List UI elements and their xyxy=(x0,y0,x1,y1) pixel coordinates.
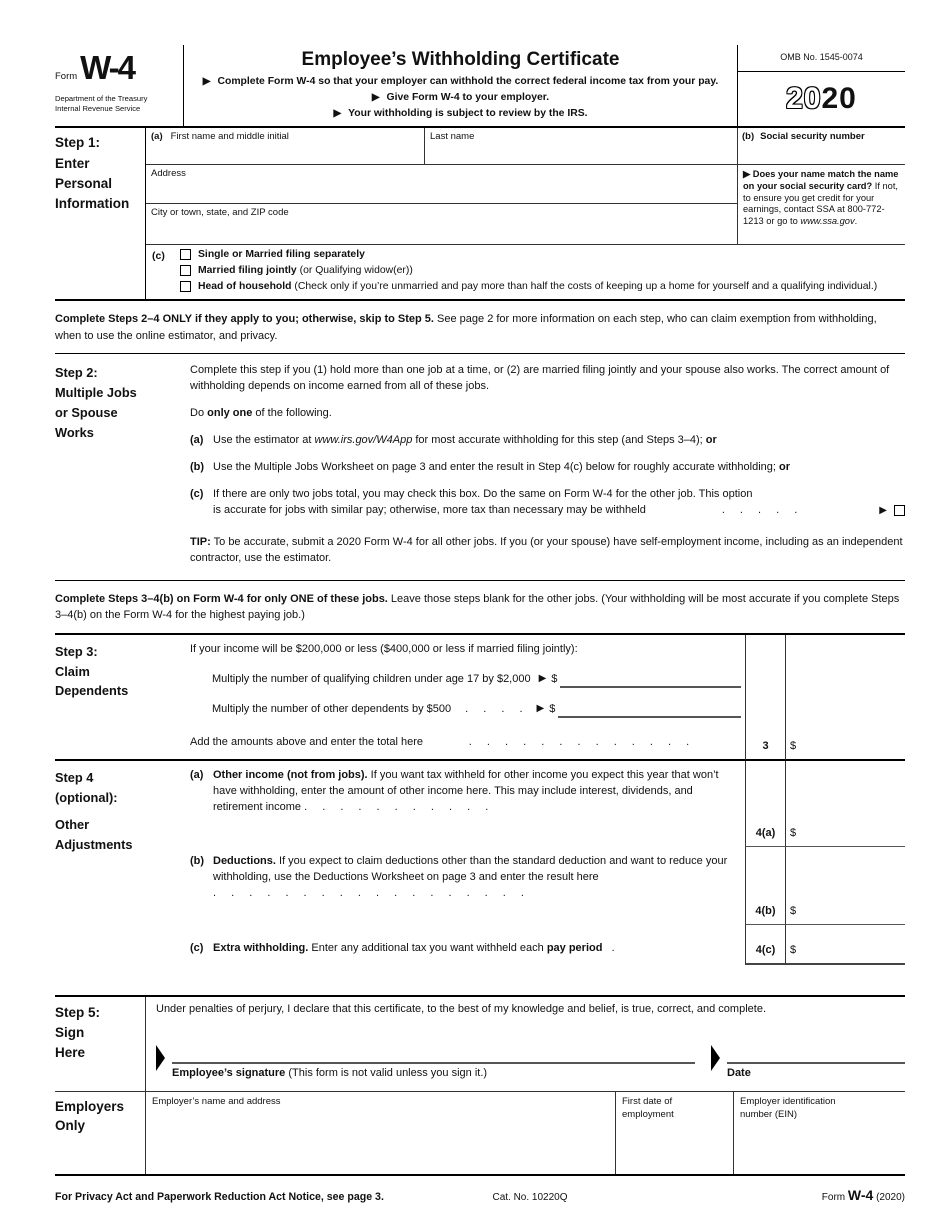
date-arrow-icon xyxy=(711,1045,720,1071)
form-id-block xyxy=(55,45,183,126)
ssn-label: Social security number xyxy=(760,131,865,143)
filing-status-group: (c) Single or Married filing separately Married filing jointly (or Qualifying widow(er)) Head of household (Check only if you’re unmarried and pay more than half the costs of keeping up a home for yourself and a qualifying individual.) xyxy=(152,249,878,293)
step2-paragraph-1: Complete this step if you (1) hold more than one job at a time, or (2) are married filing jointly and your spouse also works. The correct amount of withholding depends on income earned from all of these jobs. xyxy=(190,364,890,393)
step5-label: Step 5: Sign Here xyxy=(55,1004,101,1061)
leader-dots: . xyxy=(611,941,621,954)
arrow-right-icon: ▶ xyxy=(538,673,547,685)
employee-signature-field[interactable] xyxy=(172,1054,695,1064)
header-bullet-1: ▶ Complete Form W-4 so that your employer can withhold the correct federal income tax from your pay. xyxy=(202,76,719,87)
employers-only-label: Employers Only xyxy=(55,1098,125,1134)
privacy-notice: For Privacy Act and Paperwork Reduction Act Notice, see page 3. xyxy=(55,1190,384,1203)
signature-arrow-icon xyxy=(156,1045,165,1071)
leader-dots: . . . . xyxy=(465,702,529,715)
step3-total-line: Add the amounts above and enter the total here . . . . . . . . . . . . . xyxy=(190,735,741,753)
line-4b-amount-field[interactable]: $ xyxy=(785,847,905,925)
omb-number: OMB No. 1545-0074 xyxy=(738,45,905,72)
form-header xyxy=(55,45,905,128)
step2-item-c: (c) If there are only two jobs total, you may check this box. Do the same on Form W-4 for the other job. This option is accurate for jobs with similar pay; otherwise, more tax than necessary may be withheld . . . . . ▶ xyxy=(190,487,905,519)
perjury-declaration: Under penalties of perjury, I declare that this certificate, to the best of my knowledge and belief, is true, correct, and complete. xyxy=(156,1002,767,1015)
form-footer-id: Form W-4 (2020) xyxy=(821,1186,905,1203)
step3-label: Step 3: Claim Dependents xyxy=(55,635,190,761)
step2-tip: TIP: To be accurate, submit a 2020 Form W-4 for all other jobs. If you (or your spouse) have self-employment income, including as an independent contractor, use the estimator. xyxy=(190,535,903,564)
steps-2-4-instructions: Complete Steps 2–4 ONLY if they apply to you; otherwise, skip to Step 5. See page 2 for more information on each step, who can claim exemption from withholding, when to use the online estimator, and privacy. xyxy=(55,313,877,342)
step2-item-b: (b) Use the Multiple Jobs Worksheet on page 3 and enter the result in Step 4(c) below for roughly accurate withholding; or xyxy=(190,461,791,474)
step4-label: Step 4 (optional): Other Adjustments xyxy=(55,769,133,853)
head-of-household-label: Head of household (Check only if you’re unmarried and pay more than half the costs of keeping up a home for yourself and a qualifying individual.) xyxy=(198,281,878,293)
form-footer xyxy=(55,1187,905,1203)
step3-children-line: Multiply the number of qualifying children under age 17 by $2,000 ▶ $ xyxy=(212,672,741,688)
date-caption: Date xyxy=(727,1066,751,1079)
line-4b-number: 4(b) xyxy=(745,847,785,925)
step5-section xyxy=(55,995,905,1091)
step1-label: Step 1: Enter Personal Information xyxy=(55,135,130,212)
married-jointly-checkbox[interactable] xyxy=(180,265,191,276)
head-of-household-checkbox[interactable] xyxy=(180,281,191,292)
leader-dots: . . . . . . . . . . . . . xyxy=(468,735,696,748)
city-label: City or town, state, and ZIP code xyxy=(151,207,289,219)
service-line: Internal Revenue Service xyxy=(55,103,141,113)
ein-field[interactable]: Employer identification number (EIN) xyxy=(733,1092,905,1174)
header-bullet-2: ▶ Give Form W-4 to your employer. xyxy=(371,92,550,104)
omb-year-block xyxy=(737,45,905,126)
step2-label: Step 2: Multiple Jobs or Spouse Works xyxy=(55,365,137,440)
signature-caption: Employee’s signature (This form is not valid unless you sign it.) xyxy=(172,1066,488,1079)
arrow-right-icon: ▶ xyxy=(879,504,887,516)
employers-only-section xyxy=(55,1091,905,1176)
steps-3-4-table xyxy=(55,633,905,965)
step1-section xyxy=(55,128,905,301)
leader-dots: . . . . . . . . . . . xyxy=(304,800,495,813)
address-field[interactable] xyxy=(146,165,737,204)
step4b-body: (b) Deductions. If you expect to claim deductions other than the standard deduction and want to reduce your withholding, use the Deductions Worksheet on page 3 and enter the result here . . . . . . . . . . . . . . . . . . xyxy=(190,854,728,899)
filing-status-married-row xyxy=(180,265,877,276)
arrow-right-icon: ▶ xyxy=(202,76,211,87)
form-title: Employee’s Withholding Certificate xyxy=(301,49,620,70)
arrow-right-icon: ▶ xyxy=(371,92,380,104)
steps-3-4b-instructions: Complete Steps 3–4(b) on Form W-4 for only ONE of these jobs. Leave those steps blank for the other jobs. (Your withholding will be most accurate if you complete Steps 3–4(b) on the Form W-4 for the highest paying job.) xyxy=(55,580,905,633)
city-state-zip-field[interactable] xyxy=(146,204,737,244)
children-amount-field[interactable] xyxy=(560,675,741,688)
ssn-advisory-note: ▶ Does your name match the name on your social security card? If not, to ensure you get credit for your earnings, contact SSA at 800-772-1213 or go to www.ssa.gov. xyxy=(743,169,899,226)
estimator-url: www.irs.gov/W4App xyxy=(314,434,413,447)
two-jobs-checkbox[interactable] xyxy=(894,505,905,516)
ssn-field[interactable]: (b) Social security number xyxy=(738,128,905,165)
date-field[interactable] xyxy=(727,1054,905,1064)
catalog-number: Cat. No. 10220Q xyxy=(492,1191,568,1203)
tax-year: 20 20 xyxy=(786,82,857,116)
employer-name-address-field[interactable] xyxy=(145,1092,615,1174)
first-name-label: First name and middle initial xyxy=(170,131,289,143)
married-jointly-label: Married filing jointly (or Qualifying widow(er)) xyxy=(198,265,413,277)
step4a-body: (a) Other income (not from jobs). If you want tax withheld for other income you expect this year that won’t have withholding, enter the amount of other income here. This may include interest, dividends, and retirement income . . . . . . . . . . . xyxy=(190,768,719,813)
employer-name-label: Employer’s name and address xyxy=(152,1095,281,1107)
line-4a-number: 4(a) xyxy=(745,761,785,847)
line-4c-amount-field[interactable]: $ xyxy=(785,925,905,965)
single-label: Single or Married filing separately xyxy=(198,249,365,261)
leader-dots: . . . . . . . . . . . . . . . . . . xyxy=(213,886,530,899)
last-name-field[interactable] xyxy=(425,128,737,164)
header-bullet-3: ▶ Your withholding is subject to review by the IRS. xyxy=(333,108,588,120)
first-name-field[interactable]: (a) First name and middle initial xyxy=(146,128,425,164)
form-title-block xyxy=(183,45,737,126)
single-checkbox[interactable] xyxy=(180,249,191,260)
last-name-label: Last name xyxy=(430,131,475,143)
step2-section xyxy=(55,353,905,579)
arrow-right-icon: ▶ xyxy=(333,108,342,120)
line-4c-number: 4(c) xyxy=(745,925,785,965)
step3-dependents-line: Multiply the number of other dependents by $500 . . . . ▶ $ xyxy=(212,702,741,718)
line-3-amount-field[interactable]: $ xyxy=(785,635,905,761)
dependents-amount-field[interactable] xyxy=(558,705,741,718)
form-word: Form xyxy=(55,71,78,82)
leader-dots: . . . . . xyxy=(721,504,804,516)
step4c-body: (c) Extra withholding. Enter any additional tax you want withheld each pay period . xyxy=(190,941,621,954)
arrow-right-icon: ▶ xyxy=(536,703,545,715)
department-line: Department of the Treasury xyxy=(55,94,148,103)
form-number: W-4 xyxy=(80,49,135,86)
address-label: Address xyxy=(151,168,186,180)
filing-status-single-row xyxy=(180,249,877,260)
ssa-url: www.ssa.gov xyxy=(800,215,855,226)
step2-item-a: (a) Use the estimator at www.irs.gov/W4App for most accurate withholding for this step (and Steps 3–4); or xyxy=(190,434,717,447)
step3-body: If your income will be $200,000 or less ($400,000 or less if married filing jointly): Multiply the number of qualifying children under age 17 by $2,000 ▶ $ Multiply the number of other dependents by $500 . . . . ▶ $ Add the amounts above and enter the total here . . . . . . . . . . . . . xyxy=(190,635,745,761)
line-3-number: 3 xyxy=(745,635,785,761)
step2-paragraph-2: Do only one of the following. xyxy=(190,407,332,420)
first-employment-date-field[interactable]: First date of employment xyxy=(615,1092,733,1174)
filing-status-hoh-row xyxy=(180,281,877,292)
line-4a-amount-field[interactable]: $ xyxy=(785,761,905,847)
